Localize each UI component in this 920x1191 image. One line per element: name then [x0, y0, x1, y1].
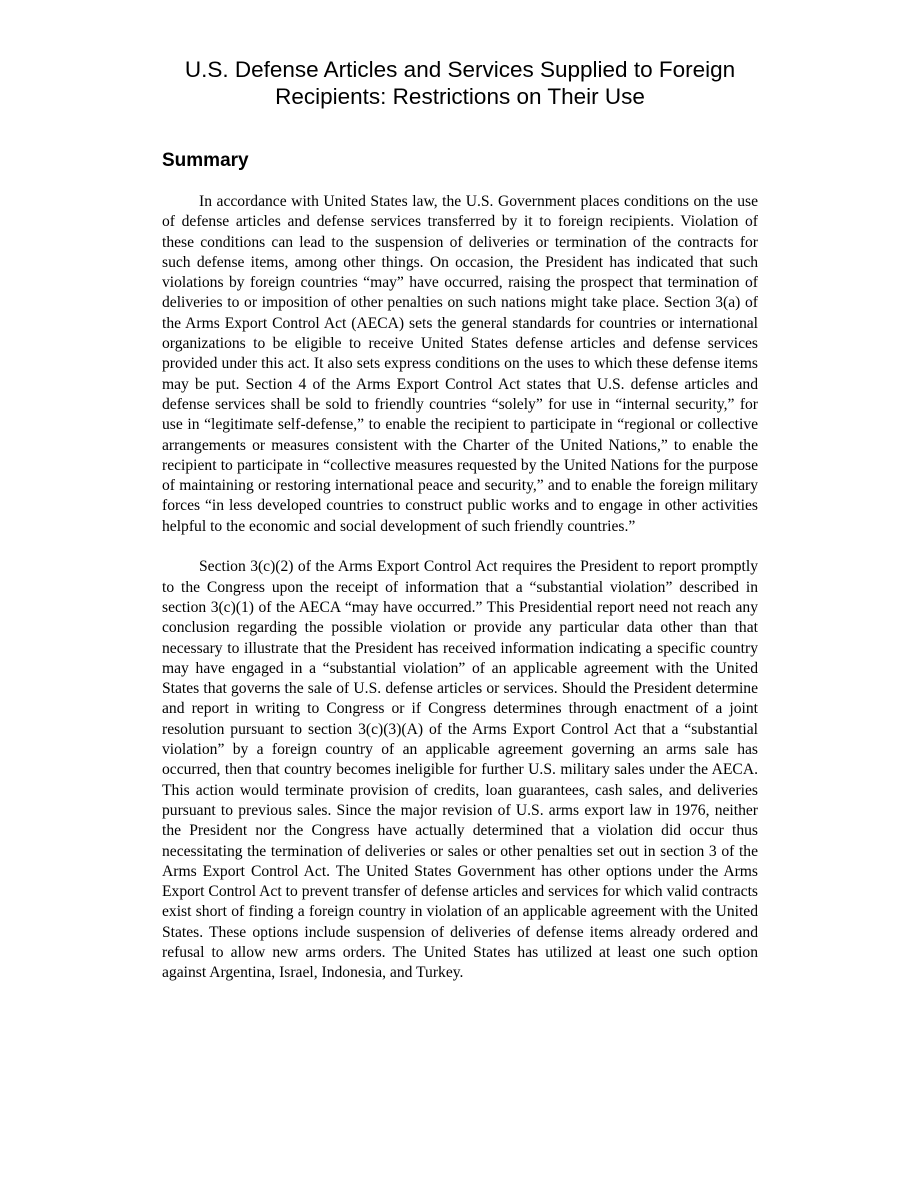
- summary-paragraph-1: In accordance with United States law, the U.S. Government places conditions on the use of defense articles and defense services transferred by it to foreign recipients. Violation of these conditions can lead to the suspension of deliveries or termination of the contracts for such defense items, among other things. On occasion, the President has indicated that such violations by foreign countries “may” have occurred, raising the prospect that termination of deliveries to or imposition of other penalties on such nations might take place. Section 3(a) of the Arms Export Control Act (AECA) sets the general standards for countries or international organizations to be eligible to receive United States defense articles and defense services provided under this act. It also sets express conditions on the uses to which these defense items may be put. Section 4 of the Arms Export Control Act states that U.S. defense articles and defense services shall be sold to friendly countries “solely” for use in “internal security,” for use in “legitimate self-defense,” to enable the recipient to participate in “regional or collective arrangements or measures consistent with the Charter of the United Nations,” to enable the recipient to participate in “collective measures requested by the United Nations for the purpose of maintaining or restoring international peace and security,” and to enable the foreign military forces “in less developed countries to construct public works and to engage in other activities helpful to the economic and social development of such friendly countries.”: [162, 193, 758, 535]
- document-title: U.S. Defense Articles and Services Supplied to Foreign Recipients: Restrictions on Their Use: [184, 57, 736, 109]
- document-page: [162, 56, 758, 1004]
- section-heading-summary: Summary: [162, 150, 249, 171]
- summary-paragraph-2: Section 3(c)(2) of the Arms Export Control Act requires the President to report promptly to the Congress upon the receipt of information that a “substantial violation” described in section 3(c)(1) of the AECA “may have occurred.” This Presidential report need not reach any conclusion regarding the possible violation or provide any particular data other than that necessary to illustrate that the President has received information indicating a specific country may have engaged in a “substantial violation” of an applicable agreement with the United States that governs the sale of U.S. defense articles or services. Should the President determine and report in writing to Congress or if Congress determines through enactment of a joint resolution pursuant to section 3(c)(3)(A) of the Arms Export Control Act that a “substantial violation” by a foreign country of an applicable agreement governing an arms sale has occurred, then that country becomes ineligible for further U.S. military sales under the AECA. This action would terminate provision of credits, loan guarantees, cash sales, and deliveries pursuant to previous sales. Since the major revision of U.S. arms export law in 1976, neither the President nor the Congress have actually determined that a violation did occur thus necessitating the termination of deliveries or sales or other penalties set out in section 3 of the Arms Export Control Act. The United States Government has other options under the Arms Export Control Act to prevent transfer of defense articles and services for which valid contracts exist short of finding a foreign country in violation of an applicable agreement with the United States. These options include suspension of deliveries of defense items already ordered and refusal to allow new arms orders. The United States has utilized at least one such option against Argentina, Israel, Indonesia, and Turkey.: [162, 558, 758, 982]
